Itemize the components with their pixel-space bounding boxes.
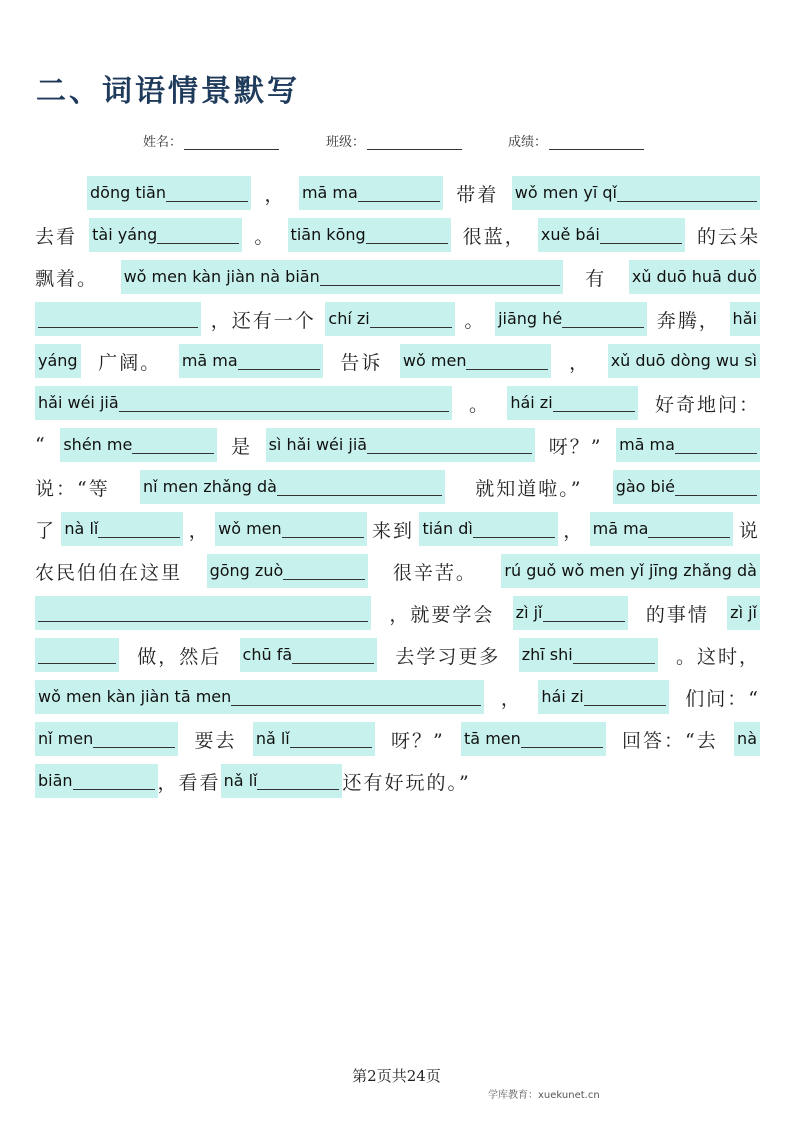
pinyin-prompt bbox=[87, 176, 251, 210]
pinyin-prompt bbox=[35, 344, 81, 378]
passage-line bbox=[35, 760, 760, 802]
answer-blank[interactable] bbox=[521, 727, 603, 748]
page-title: 二、词语情景默写 bbox=[36, 74, 300, 109]
pinyin-text: xuě bái bbox=[540, 225, 600, 244]
pinyin-prompt bbox=[35, 764, 158, 798]
pinyin-text: zhī shi bbox=[521, 645, 573, 664]
pinyin-text: shén me bbox=[63, 435, 133, 454]
answer-blank[interactable] bbox=[283, 559, 365, 580]
pinyin-prompt bbox=[179, 344, 323, 378]
pinyin-prompt bbox=[613, 470, 760, 504]
answer-blank[interactable] bbox=[584, 685, 666, 706]
pinyin-prompt bbox=[419, 512, 557, 546]
answer-blank[interactable] bbox=[648, 517, 730, 538]
answer-blank[interactable] bbox=[366, 223, 448, 244]
passage-text: 去看 bbox=[35, 225, 78, 248]
passage-text: 来到 bbox=[372, 519, 415, 542]
passage-text: ，还有一个 bbox=[210, 309, 316, 332]
answer-blank[interactable] bbox=[600, 223, 682, 244]
passage-line bbox=[35, 466, 760, 508]
pinyin-text: biān bbox=[38, 771, 73, 790]
pinyin-prompt bbox=[253, 722, 375, 756]
passage-text: 去学习更多 bbox=[395, 645, 501, 668]
passage-text: 的事情 bbox=[645, 603, 709, 626]
pinyin-prompt bbox=[60, 428, 217, 462]
pinyin-prompt bbox=[501, 554, 760, 588]
pinyin-text: hái zi bbox=[541, 687, 584, 706]
pinyin-text: dōng tiān bbox=[90, 183, 166, 202]
passage-text: ， bbox=[188, 519, 210, 542]
pinyin-text: rú guǒ wǒ men yǐ jīng zhǎng dà bbox=[504, 561, 757, 580]
pinyin-text: hǎi bbox=[732, 309, 757, 328]
pinyin-prompt bbox=[221, 764, 343, 798]
pinyin-text: jiāng hé bbox=[498, 309, 563, 328]
pinyin-text: mā ma bbox=[619, 435, 675, 454]
pinyin-text: zì jǐ bbox=[730, 603, 757, 622]
pinyin-prompt bbox=[89, 218, 242, 252]
pinyin-prompt bbox=[507, 386, 637, 420]
pinyin-text: wǒ men kàn jiàn nà biān bbox=[123, 267, 320, 286]
pinyin-text: tā men bbox=[464, 729, 521, 748]
passage-line bbox=[35, 256, 760, 298]
passage-text: ， bbox=[264, 183, 286, 206]
answer-blank[interactable] bbox=[370, 307, 452, 328]
name-field[interactable] bbox=[143, 131, 279, 150]
pinyin-prompt bbox=[616, 428, 760, 462]
pinyin-text: nà bbox=[737, 729, 757, 748]
pinyin-prompt bbox=[207, 554, 369, 588]
passage-text: 。 bbox=[468, 393, 490, 416]
passage-line bbox=[35, 382, 760, 424]
pinyin-text: hái zi bbox=[510, 393, 553, 412]
answer-blank[interactable] bbox=[38, 643, 116, 664]
passage-line bbox=[35, 340, 760, 382]
passage-text: 带着 bbox=[456, 183, 499, 206]
pinyin-text: mā ma bbox=[592, 519, 649, 538]
answer-blank[interactable] bbox=[367, 433, 532, 454]
passage-text: 还有好玩的。” bbox=[342, 771, 471, 794]
passage-text: 做，然后 bbox=[137, 645, 222, 668]
pinyin-text: xǔ duō huā duǒ bbox=[631, 267, 757, 286]
pinyin-prompt bbox=[608, 344, 760, 378]
pinyin-text: chū fā bbox=[242, 645, 293, 664]
pinyin-text: chí zi bbox=[328, 309, 370, 328]
pinyin-text: nǐ men zhǎng dà bbox=[142, 477, 277, 496]
passage-line bbox=[35, 508, 760, 550]
class-blank[interactable] bbox=[367, 135, 462, 150]
answer-blank[interactable] bbox=[157, 223, 239, 244]
passage-text: 广阔。 bbox=[98, 351, 162, 374]
answer-blank[interactable] bbox=[553, 391, 635, 412]
pinyin-text: xǔ duō dòng wu sì bbox=[610, 351, 757, 370]
answer-blank[interactable] bbox=[617, 181, 757, 202]
answer-blank[interactable] bbox=[238, 349, 320, 370]
passage-text: 有 bbox=[585, 267, 607, 290]
pinyin-prompt bbox=[35, 596, 371, 630]
passage-text: 回答：“去 bbox=[622, 729, 718, 752]
passage-text: ，看看 bbox=[157, 771, 221, 794]
pinyin-prompt bbox=[215, 512, 367, 546]
answer-blank[interactable] bbox=[358, 181, 440, 202]
passage-text: 农民伯伯在这里 bbox=[35, 561, 183, 584]
answer-blank[interactable] bbox=[282, 517, 364, 538]
passage-text: 说 bbox=[738, 519, 760, 542]
pinyin-prompt bbox=[629, 260, 760, 294]
pinyin-prompt bbox=[519, 638, 658, 672]
answer-blank[interactable] bbox=[543, 601, 625, 622]
passage-text: 很辛苦。 bbox=[392, 561, 477, 584]
answer-blank[interactable] bbox=[98, 517, 180, 538]
watermark: 学库教育：xuekunet.cn bbox=[488, 1090, 600, 1101]
pinyin-text: tài yáng bbox=[92, 225, 158, 244]
answer-blank[interactable] bbox=[166, 181, 248, 202]
passage-text: ， bbox=[563, 519, 585, 542]
pinyin-prompt bbox=[590, 512, 734, 546]
passage-line bbox=[35, 424, 760, 466]
answer-blank[interactable] bbox=[277, 475, 442, 496]
answer-blank[interactable] bbox=[119, 391, 449, 412]
page-number: 第2页共24页 bbox=[352, 1067, 441, 1085]
pinyin-text: tián dì bbox=[422, 519, 473, 538]
answer-blank[interactable] bbox=[573, 643, 655, 664]
pinyin-prompt bbox=[35, 722, 178, 756]
passage-text: 告诉 bbox=[340, 351, 383, 374]
passage-text: ， bbox=[569, 351, 591, 374]
answer-blank[interactable] bbox=[473, 517, 555, 538]
passage-text: 说：“等 bbox=[35, 477, 110, 500]
pinyin-prompt bbox=[461, 722, 606, 756]
pinyin-prompt bbox=[266, 428, 536, 462]
passage-line bbox=[35, 214, 760, 256]
answer-blank[interactable] bbox=[132, 433, 214, 454]
answer-blank[interactable] bbox=[73, 769, 155, 790]
passage-text: 就知道啦。” bbox=[475, 477, 583, 500]
pinyin-prompt bbox=[538, 218, 685, 252]
passage-text: ， bbox=[500, 687, 522, 710]
score-field[interactable] bbox=[508, 131, 644, 150]
pinyin-text: tiān kōng bbox=[290, 225, 366, 244]
pinyin-text: sì hǎi wéi jiā bbox=[268, 435, 368, 454]
passage-line bbox=[35, 298, 760, 340]
dictation-passage bbox=[35, 172, 760, 802]
passage-text: 呀？” bbox=[548, 435, 603, 458]
pinyin-text: wǒ men kàn jiàn tā men bbox=[38, 687, 232, 706]
pinyin-prompt bbox=[538, 680, 668, 714]
answer-blank[interactable] bbox=[466, 349, 548, 370]
pinyin-prompt bbox=[35, 302, 201, 336]
pinyin-text: yáng bbox=[38, 351, 78, 370]
passage-line bbox=[35, 718, 760, 760]
pinyin-text: gōng zuò bbox=[209, 561, 284, 580]
pinyin-text: zì jǐ bbox=[515, 603, 543, 622]
passage-text: 的云朵 bbox=[696, 225, 760, 248]
pinyin-text: mā ma bbox=[301, 183, 358, 202]
pinyin-prompt bbox=[734, 722, 760, 756]
passage-text: 。 bbox=[254, 225, 276, 248]
pinyin-prompt bbox=[121, 260, 563, 294]
passage-line bbox=[35, 634, 760, 676]
score-label: 成绩： bbox=[508, 135, 548, 150]
passage-text: “ bbox=[35, 434, 47, 456]
pinyin-prompt bbox=[140, 470, 445, 504]
pinyin-prompt bbox=[61, 512, 183, 546]
pinyin-prompt bbox=[400, 344, 552, 378]
pinyin-text: nǎ lǐ bbox=[223, 771, 258, 790]
pinyin-prompt bbox=[495, 302, 647, 336]
pinyin-text: nǐ men bbox=[38, 729, 94, 748]
class-label: 班级： bbox=[326, 135, 366, 150]
passage-line bbox=[35, 592, 760, 634]
answer-blank[interactable] bbox=[675, 433, 757, 454]
passage-text: 们问：“ bbox=[685, 687, 760, 710]
passage-text: 。 bbox=[464, 309, 486, 332]
passage-text: 。这时， bbox=[675, 645, 760, 668]
answer-blank[interactable] bbox=[231, 685, 481, 706]
passage-text: ，就要学会 bbox=[389, 603, 495, 626]
pinyin-prompt bbox=[512, 176, 760, 210]
answer-blank[interactable] bbox=[290, 727, 372, 748]
pinyin-prompt bbox=[299, 176, 443, 210]
pinyin-text: gào bié bbox=[615, 477, 675, 496]
answer-blank[interactable] bbox=[292, 643, 374, 664]
passage-text: 好奇地问： bbox=[654, 393, 760, 416]
passage-text: 很蓝， bbox=[462, 225, 526, 248]
pinyin-prompt bbox=[288, 218, 451, 252]
pinyin-prompt bbox=[35, 680, 484, 714]
passage-text: 要去 bbox=[194, 729, 237, 752]
pinyin-prompt bbox=[730, 302, 760, 336]
passage-text: 奔腾， bbox=[656, 309, 720, 332]
score-blank[interactable] bbox=[549, 135, 644, 150]
class-field[interactable] bbox=[326, 131, 462, 150]
pinyin-text: hǎi wéi jiā bbox=[38, 393, 119, 412]
name-label: 姓名： bbox=[143, 135, 183, 150]
answer-blank[interactable] bbox=[38, 601, 368, 622]
pinyin-text: nà lǐ bbox=[64, 519, 99, 538]
answer-blank[interactable] bbox=[320, 265, 560, 286]
pinyin-prompt bbox=[35, 638, 119, 672]
pinyin-text: wǒ men bbox=[402, 351, 467, 370]
answer-blank[interactable] bbox=[675, 475, 757, 496]
pinyin-prompt bbox=[325, 302, 454, 336]
passage-line bbox=[35, 172, 760, 214]
pinyin-text: wǒ men bbox=[218, 519, 282, 538]
pinyin-text: mā ma bbox=[181, 351, 238, 370]
passage-text: 飘着。 bbox=[35, 267, 99, 290]
name-blank[interactable] bbox=[184, 135, 279, 150]
pinyin-prompt bbox=[513, 596, 628, 630]
pinyin-prompt bbox=[240, 638, 378, 672]
answer-blank[interactable] bbox=[38, 307, 198, 328]
pinyin-prompt bbox=[727, 596, 760, 630]
passage-line bbox=[35, 676, 760, 718]
pinyin-text: nǎ lǐ bbox=[255, 729, 290, 748]
answer-blank[interactable] bbox=[257, 769, 339, 790]
pinyin-prompt bbox=[35, 386, 452, 420]
answer-blank[interactable] bbox=[562, 307, 644, 328]
passage-line bbox=[35, 550, 760, 592]
passage-text: 了 bbox=[35, 519, 57, 542]
pinyin-text: wǒ men yī qǐ bbox=[514, 183, 617, 202]
passage-text: 呀？” bbox=[391, 729, 445, 752]
passage-text: 是 bbox=[230, 435, 252, 458]
answer-blank[interactable] bbox=[93, 727, 175, 748]
